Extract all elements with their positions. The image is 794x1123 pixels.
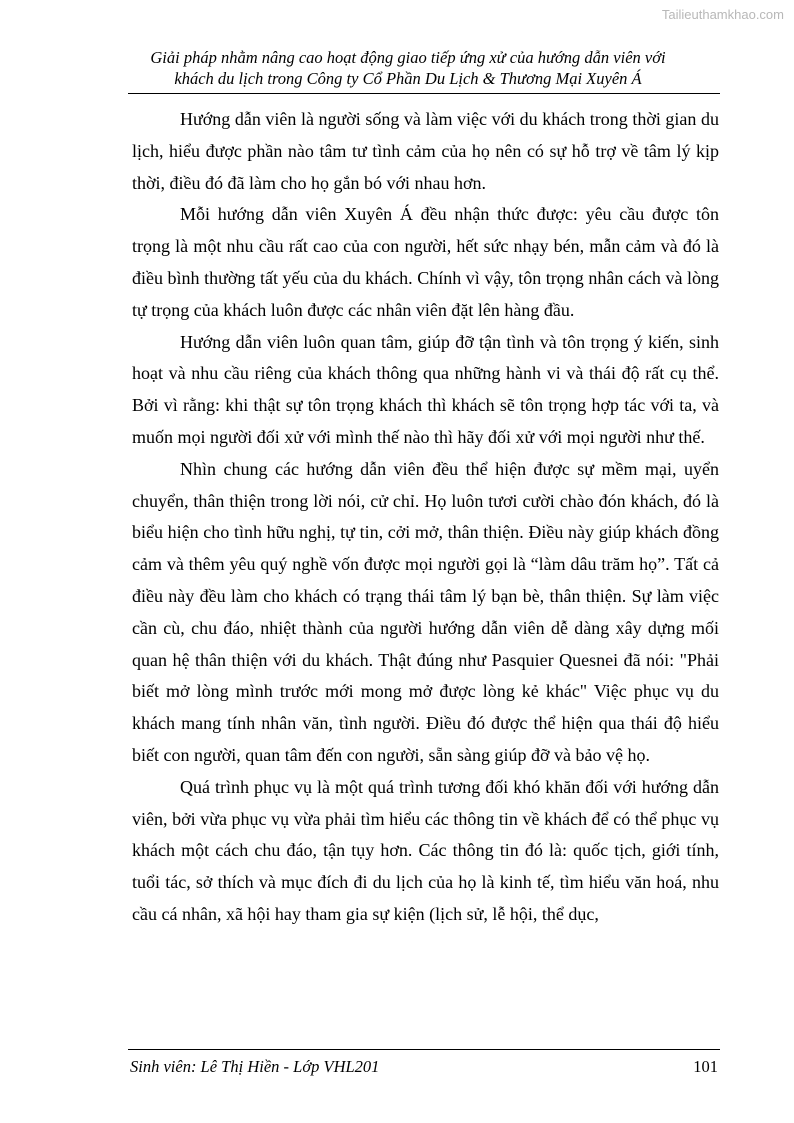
paragraph: Mỗi hướng dẫn viên Xuyên Á đều nhận thức được: yêu cầu được tôn trọng là một nhu cầu rất cao của con người, hết sức nhạy bén, mẫn cảm và đó là điều bình thường tất yếu của du khách. Chính vì vậy, tôn trọng nhân cách và lòng tự trọng của khách luôn được các nhân viên đặt lên hàng đầu.: [132, 204, 719, 320]
footer-student-info: Sinh viên: Lê Thị Hiền - Lớp VHL201: [130, 1057, 380, 1076]
document-body: [132, 104, 719, 931]
paragraph: Hướng dẫn viên luôn quan tâm, giúp đỡ tận tình và tôn trọng ý kiến, sinh hoạt và nhu cầu riêng của khách thông qua những hành vi và thái độ rất cụ thể. Bởi vì rằng: khi thật sự tôn trọng khách thì khách sẽ tôn trọng hợp tác với ta, và muốn mọi người đối xử với mình thế nào thì hãy đối xử với mọi người như thế.: [132, 331, 719, 447]
header-line-2: khách du lịch trong Công ty Cổ Phần Du Lịch & Thương Mại Xuyên Á: [174, 69, 642, 88]
paragraph: Quá trình phục vụ là một quá trình tương đối khó khăn đối với hướng dẫn viên, bởi vừa phục vụ vừa phải tìm hiểu các thông tin về khách để có thể phục vụ khách một cách chu đáo, tận tụy hơn. Các thông tin đó là: quốc tịch, giới tính, tuổi tác, sở thích và mục đích đi du lịch của họ là kinh tế, tìm hiểu văn hoá, nhu cầu cá nhân, xã hội hay tham gia sự kiện (lịch sử, lễ hội, thể dục,: [132, 776, 719, 924]
paragraph: Hướng dẫn viên là người sống và làm việc với du khách trong thời gian du lịch, hiểu được phần nào tâm tư tình cảm của họ nên có sự hỗ trợ về tâm lý kịp thời, điều đó đã làm cho họ gắn bó với nhau hơn.: [132, 109, 719, 193]
watermark-text: Tailieuthamkhao.com: [661, 7, 784, 22]
header-divider: [128, 93, 720, 94]
page-number: 101: [693, 1057, 718, 1076]
page-header: [128, 47, 688, 89]
header-line-1: Giải pháp nhằm nâng cao hoạt động giao tiếp ứng xử của hướng dẫn viên với: [150, 48, 666, 67]
paragraph: Nhìn chung các hướng dẫn viên đều thể hiện được sự mềm mại, uyển chuyển, thân thiện trong lời nói, cử chỉ. Họ luôn tươi cười chào đón khách, đó là biểu hiện cho tình hữu nghị, tự tin, cởi mở, thân thiện. Điều này giúp khách đồng cảm và thêm yêu quý nghề vốn được mọi người gọi là “làm dâu trăm họ”. Tất cả điều này đều làm cho khách có trạng thái tâm lý bạn bè, thân thiện. Sự làm việc cần cù, chu đáo, nhiệt thành của người hướng dẫn viên dễ dàng xây dựng mối quan hệ thân thiện với du khách. Thật đúng như Pasquier Quesnei đã nói: "Phải biết mở lòng mình trước mới mong mở được lòng kẻ khác" Việc phục vụ du khách mang tính nhân văn, tình người. Điều đó được thể hiện qua thái độ hiểu biết con người, quan tâm đến con người, sẵn sàng giúp đỡ và bảo vệ họ.: [132, 458, 719, 765]
footer-divider: [128, 1049, 720, 1050]
